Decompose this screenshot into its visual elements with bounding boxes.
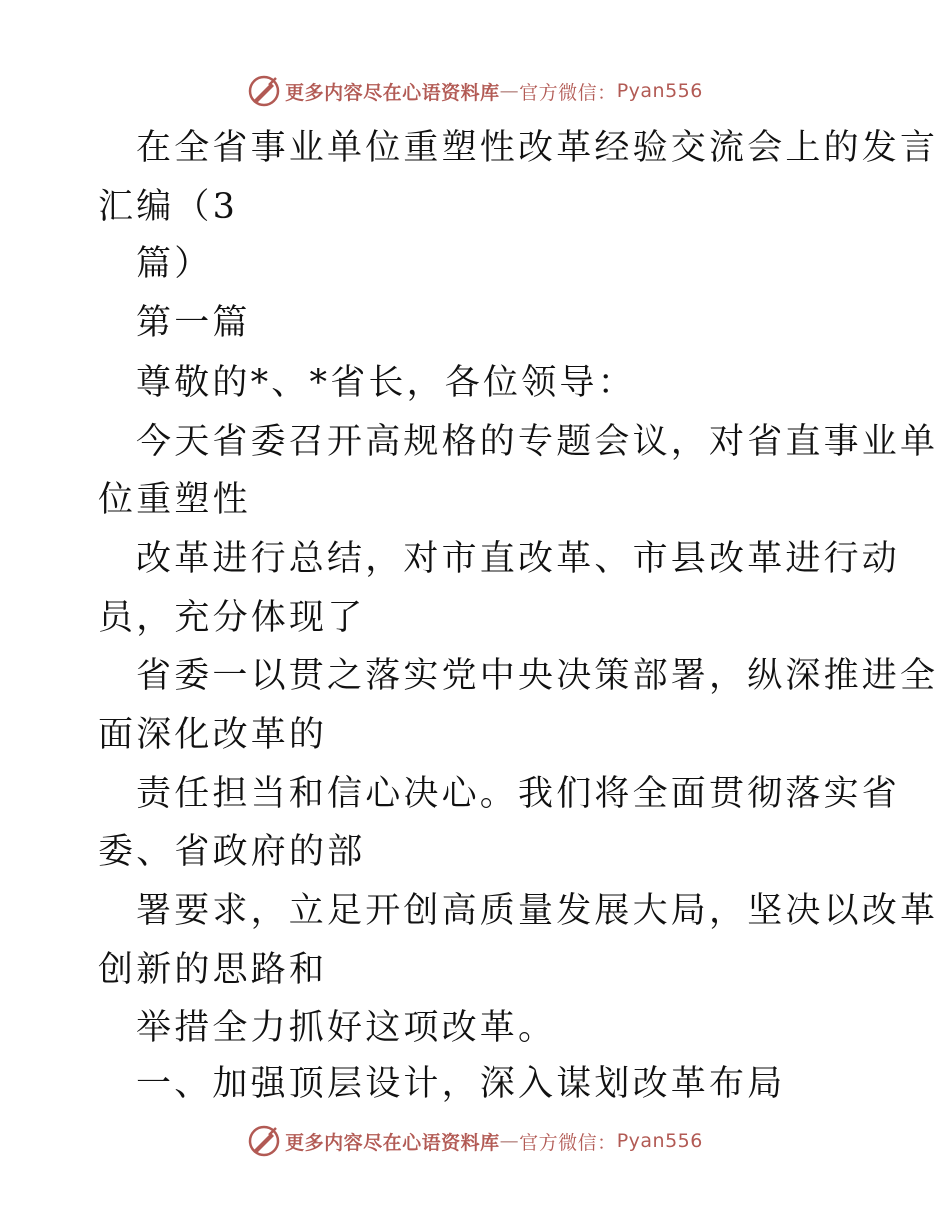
document-title-line: 篇） [136,244,213,284]
watermark-main-text: 更多内容尽在心语资料库 [285,1131,500,1154]
watermark-header [0,74,950,108]
watermark-separator: — [499,1130,520,1152]
body-line: 举措全力抓好这项改革。 [136,1008,557,1048]
watermark-wechat-id: Pyan556 [616,1130,703,1152]
section-heading: 一、加强顶层设计，深入谋划改革布局 [136,1064,786,1104]
body-line: 创新的思路和 [98,950,328,990]
body-line: 位重塑性 [98,480,251,520]
watermark-wechat-label: 官方微信： [519,81,617,104]
brand-logo-icon [247,1124,281,1158]
body-line: 员，充分体现了 [98,598,366,638]
watermark-separator: — [499,80,520,102]
brand-logo-icon [247,74,281,108]
body-line: 省委一以贯之落实党中央决策部署，纵深推进全 [136,656,939,696]
watermark-footer [0,1124,950,1158]
body-line: 委、省政府的部 [98,832,366,872]
body-line: 面深化改革的 [98,715,328,755]
watermark-wechat-label: 官方微信： [519,1131,617,1154]
watermark-wechat-id: Pyan556 [616,80,703,102]
section-heading: 第一篇 [136,303,251,343]
document-title-line: 汇编（3 [98,187,239,227]
document-title-line: 在全省事业单位重塑性改革经验交流会上的发言 [136,128,939,168]
body-line: 改革进行总结，对市直改革、市县改革进行动 [136,539,901,579]
salutation: 尊敬的*、*省长，各位领导： [136,363,636,403]
body-line: 今天省委召开高规格的专题会议，对省直事业单 [136,422,939,462]
watermark-main-text: 更多内容尽在心语资料库 [285,81,500,104]
body-line: 署要求，立足开创高质量发展大局，坚决以改革 [136,891,939,931]
body-line: 责任担当和信心决心。我们将全面贯彻落实省 [136,774,901,814]
